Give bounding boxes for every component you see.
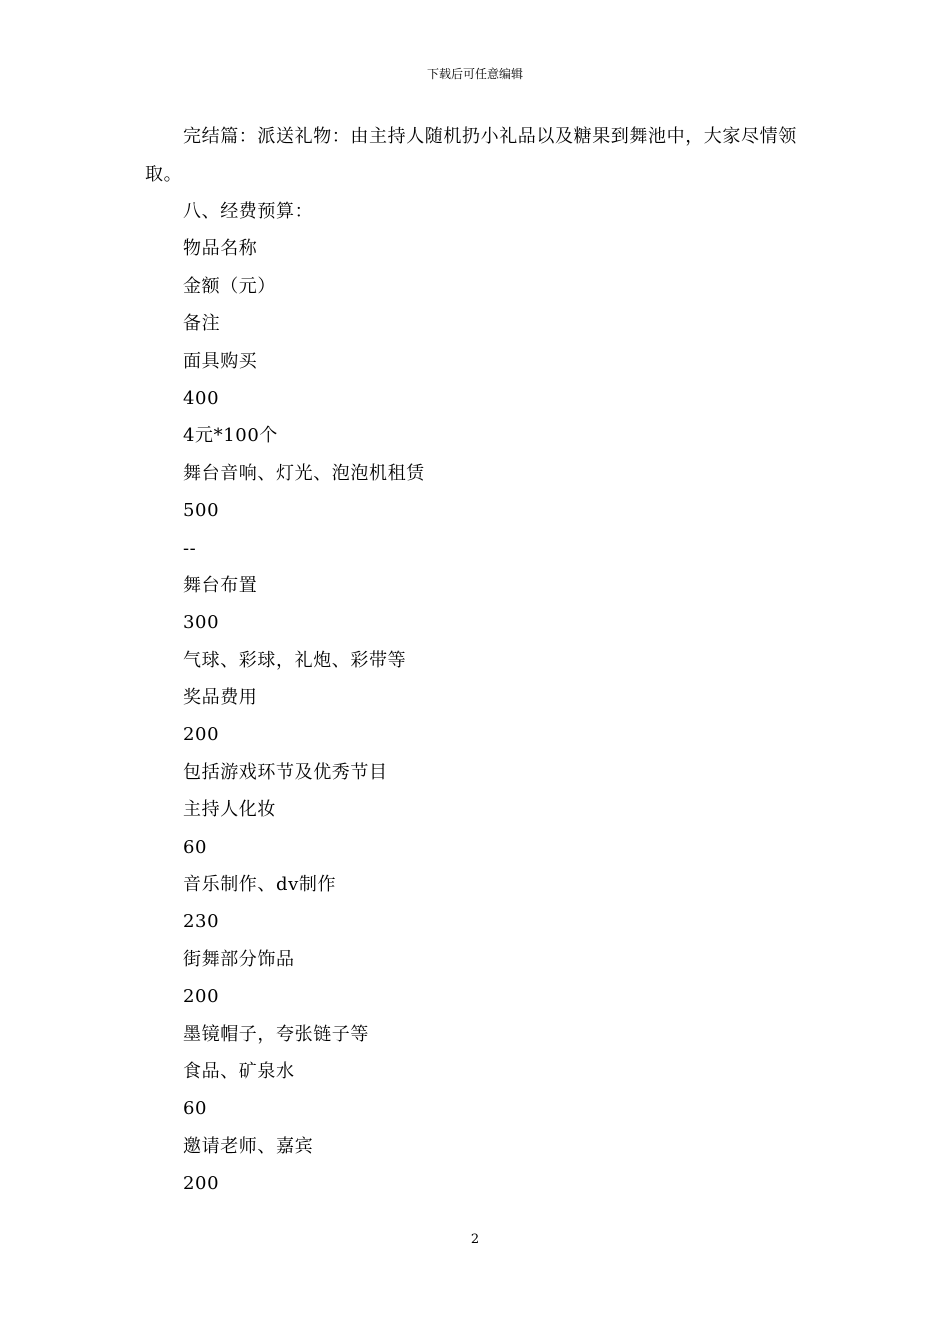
budget-item-note: 气球、彩球，礼炮、彩带等 (183, 649, 407, 671)
budget-item-name: 街舞部分饰品 (183, 948, 295, 970)
budget-item-amount: 60 (183, 836, 208, 858)
budget-item-name: 面具购买 (183, 350, 258, 372)
budget-item-amount: 400 (183, 387, 220, 409)
budget-item-note: 4元*100个 (183, 425, 279, 447)
column-header-item-name: 物品名称 (183, 238, 258, 260)
section-heading-budget: 八、经费预算： (183, 201, 314, 222)
budget-item-name: 奖品费用 (183, 687, 258, 709)
budget-item-name: 邀请老师、嘉宾 (183, 1135, 314, 1157)
intro-paragraph: 完结篇：派送礼物：由主持人随机扔小礼品以及糖果到舞池中，大家尽情领取。 (145, 126, 797, 185)
budget-item-amount: 200 (183, 724, 220, 746)
budget-item-name: 舞台布置 (183, 574, 258, 596)
page-header: 下载后可任意编辑 (426, 67, 523, 81)
budget-item-amount: 200 (183, 1173, 220, 1195)
budget-item-amount: 300 (183, 612, 220, 634)
budget-item-name: 食品、矿泉水 (183, 1060, 295, 1082)
column-header-amount: 金额（元） (183, 275, 276, 297)
budget-item-name: 舞台音响、灯光、泡泡机租赁 (183, 462, 425, 484)
budget-item-name: 主持人化妆 (183, 799, 276, 821)
budget-item-name: 音乐制作、dv制作 (183, 874, 337, 896)
budget-item-note: -- (183, 537, 197, 559)
budget-item-amount: 230 (183, 911, 220, 933)
budget-item-amount: 500 (183, 500, 220, 522)
budget-item-note: 墨镜帽子，夸张链子等 (183, 1023, 369, 1045)
budget-item-note: 包括游戏环节及优秀节目 (183, 761, 388, 783)
budget-item-amount: 60 (183, 1098, 208, 1120)
page-number: 2 (470, 1232, 480, 1247)
budget-list (183, 193, 425, 1203)
column-header-note: 备注 (183, 313, 221, 335)
budget-item-amount: 200 (183, 986, 220, 1008)
